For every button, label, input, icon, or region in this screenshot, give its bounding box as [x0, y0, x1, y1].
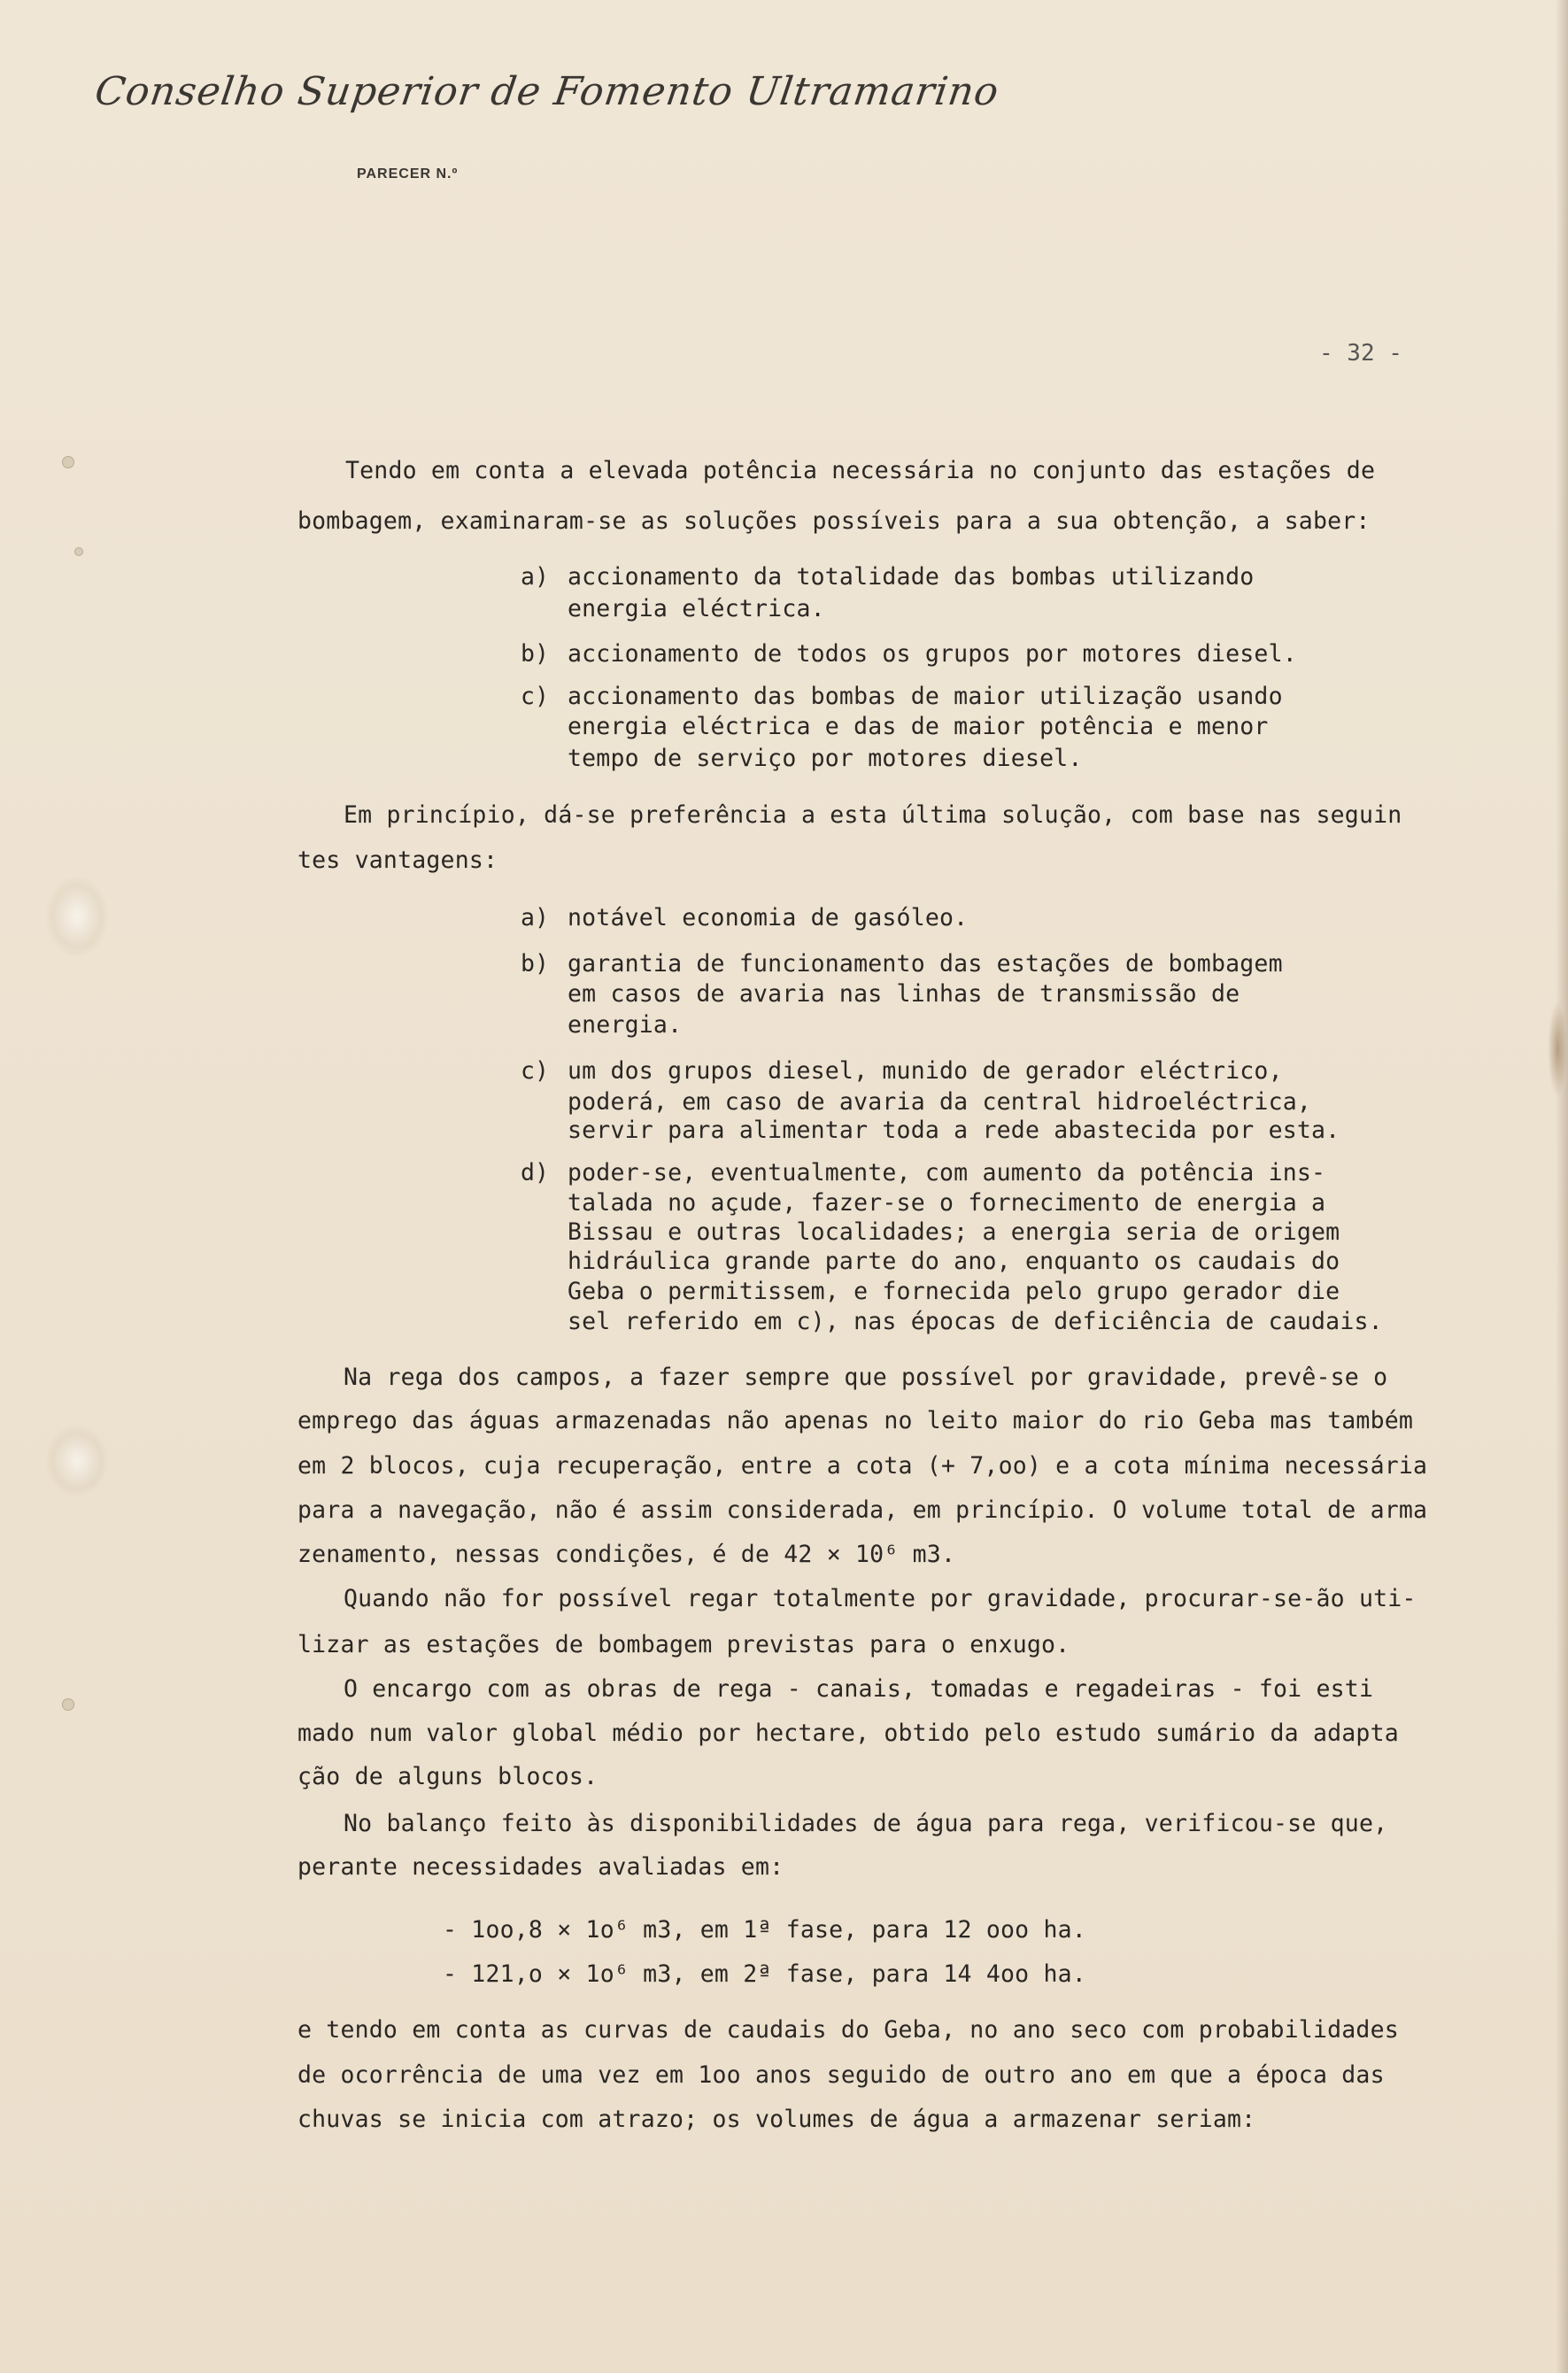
paragraph-line: mado num valor global médio por hectare, obtido pelo estudo sumário da adapta: [297, 1720, 1399, 1747]
list-item-line: tempo de serviço por motores diesel.: [568, 745, 1083, 772]
list-item-line: accionamento de todos os grupos por motores diesel.: [568, 640, 1297, 668]
paragraph-line: O encargo com as obras de rega - canais, tomadas e regadeiras - foi esti: [344, 1675, 1374, 1703]
paragraph-line: ção de alguns blocos.: [297, 1763, 599, 1790]
paragraph-line: Na rega dos campos, a fazer sempre que possível por gravidade, prevê-se o: [344, 1364, 1388, 1391]
paragraph-line: e tendo em conta as curvas de caudais do Geba, no ano seco com probabilidades: [297, 2016, 1399, 2044]
paragraph-line: Em princípio, dá-se preferência a esta última solução, com base nas seguin: [344, 801, 1402, 829]
paragraph-line: Tendo em conta a elevada potência necessária no conjunto das estações de: [345, 457, 1376, 484]
paragraph-line: para a navegação, não é assim considerada, em princípio. O volume total de arma: [297, 1496, 1428, 1524]
paragraph-line: lizar as estações de bombagem previstas para o enxugo.: [297, 1631, 1070, 1658]
list-item-line: poderá, em caso de avaria da central hidroeléctrica,: [568, 1088, 1312, 1116]
needs-line: - 1oo,8 × 1o⁶ m3, em 1ª fase, para 12 ooo ha.: [443, 1916, 1086, 1944]
paragraph-line: bombagem, examinaram-se as soluções possíveis para a sua obtenção, a saber:: [297, 507, 1371, 535]
paragraph-line: em 2 blocos, cuja recuperação, entre a cota (+ 7,oo) e a cota mínima necessária: [297, 1452, 1428, 1480]
list-item-line: poder-se, eventualmente, com aumento da potência ins-: [568, 1159, 1326, 1186]
list-item-line: Geba o permitissem, e fornecida pelo grupo gerador die: [568, 1278, 1340, 1305]
binder-hole-mark: [62, 1698, 74, 1711]
list-item-line: em casos de avaria nas linhas de transmissão de: [568, 980, 1240, 1008]
list-item-letter: b): [521, 950, 549, 978]
list-item-letter: d): [521, 1159, 549, 1186]
list-item-line: servir para alimentar toda a rede abastecida por esta.: [568, 1117, 1340, 1144]
paper-stain: [1548, 1001, 1567, 1098]
list-item-letter: a): [521, 904, 549, 931]
paragraph-line: de ocorrência de uma vez em 1oo anos seguido de outro ano em que a época das: [297, 2061, 1385, 2089]
list-item-letter: b): [521, 640, 549, 668]
list-item-letter: c): [521, 683, 549, 710]
paper-crease: [46, 1426, 108, 1496]
list-item-line: energia.: [568, 1011, 683, 1039]
paragraph-line: tes vantagens:: [297, 846, 498, 874]
paragraph-line: zenamento, nessas condições, é de 42 × 10⁶ m3.: [297, 1541, 956, 1568]
paragraph-line: chuvas se inicia com atrazo; os volumes de água a armazenar seriam:: [297, 2106, 1256, 2133]
paragraph-line: emprego das águas armazenadas não apenas no leito maior do rio Geba mas também: [297, 1407, 1414, 1434]
page-number: - 32 -: [1319, 340, 1402, 367]
paragraph-line: perante necessidades avaliadas em:: [297, 1853, 784, 1881]
page-edge-shadow: [1556, 0, 1568, 2373]
list-item-line: accionamento da totalidade das bombas utilizando: [568, 563, 1255, 591]
paragraph-line: Quando não for possível regar totalmente por gravidade, procurar-se-ão uti-: [344, 1585, 1417, 1612]
list-item-line: um dos grupos diesel, munido de gerador eléctrico,: [568, 1057, 1283, 1085]
paper-crease: [46, 877, 108, 956]
binder-hole-mark: [62, 456, 74, 468]
list-item-letter: c): [521, 1057, 549, 1085]
list-item-line: energia eléctrica e das de maior potência e menor: [568, 713, 1269, 740]
list-item-line: talada no açude, fazer-se o fornecimento de energia a: [568, 1189, 1326, 1217]
list-item-line: garantia de funcionamento das estações de bombagem: [568, 950, 1283, 978]
list-item-letter: a): [521, 563, 549, 591]
list-item-line: notável economia de gasóleo.: [568, 904, 969, 931]
list-item-line: hidráulica grande parte do ano, enquanto os caudais do: [568, 1248, 1340, 1275]
paragraph-line: No balanço feito às disponibilidades de água para rega, verificou-se que,: [344, 1810, 1388, 1837]
list-item-line: energia eléctrica.: [568, 595, 825, 622]
binder-hole-mark: [74, 547, 83, 556]
list-item-line: sel referido em c), nas épocas de deficiência de caudais.: [568, 1308, 1383, 1335]
parecer-label: PARECER N.º: [357, 166, 459, 182]
letterhead: Conselho Superior de Fomento Ultramarino: [92, 69, 1002, 114]
needs-line: - 121,o × 1o⁶ m3, em 2ª fase, para 14 4oo ha.: [443, 1960, 1086, 1988]
list-item-line: Bissau e outras localidades; a energia seria de origem: [568, 1218, 1340, 1246]
list-item-line: accionamento das bombas de maior utilização usando: [568, 683, 1283, 710]
